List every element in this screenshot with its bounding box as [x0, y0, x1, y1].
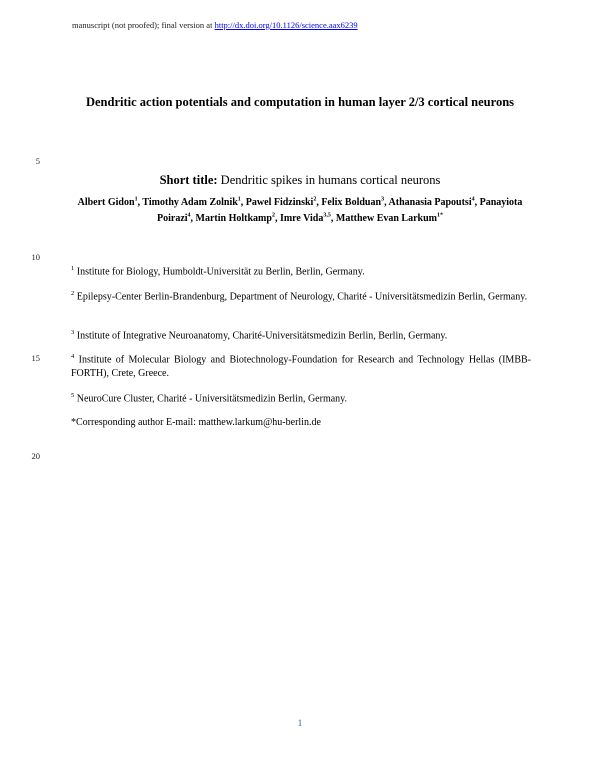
short-title	[70, 173, 530, 188]
line-number-15: 15	[31, 353, 40, 363]
author: Imre Vida$^{3,5}$,	[279, 212, 336, 225]
author-affiliation-mark: 4	[187, 212, 191, 219]
author-affiliation-mark: 1*	[437, 212, 443, 219]
author-affiliation-mark: 1	[237, 197, 241, 203]
author: Albert Gidon$^1$,	[77, 197, 143, 209]
author-name: Matthew Evan Larkum	[335, 213, 437, 225]
corresponding-author: *Corresponding author E-mail: matthew.larkum@hu-berlin.de	[71, 417, 321, 428]
preprint-notice	[72, 20, 358, 30]
affiliation-mark: 2	[71, 290, 75, 297]
affiliation-mark: 3	[71, 329, 75, 336]
author-list	[70, 194, 530, 226]
affiliation-3	[71, 326, 531, 343]
author: Athanasia Papoutsi$^4$,	[388, 197, 480, 209]
author-name: Panayiota Poirazi	[157, 197, 523, 225]
affiliation-5	[71, 389, 531, 406]
affiliation-mark: 1	[71, 265, 75, 272]
author: Timothy Adam Zolnik$^1$,	[142, 197, 246, 209]
author-name: Timothy Adam Zolnik	[142, 197, 238, 209]
preprint-notice-text: manuscript (not proofed); final version at	[72, 20, 215, 30]
line-number-20: 20	[31, 451, 40, 461]
author-affiliation-mark: 2	[271, 212, 275, 219]
affiliation-text: Institute of Integrative Neuroanatomy, Charité-Universitätsmedizin Berlin, Berlin, Germany.	[74, 330, 448, 342]
affiliation-text: Epilepsy-Center Berlin-Brandenburg, Department of Neurology, Charité - Universitätsmedizin Berlin, Germany.	[74, 291, 528, 303]
author-affiliation-mark: 2	[313, 197, 317, 203]
author-name: Imre Vida	[279, 213, 324, 225]
affiliation-mark: 4	[71, 353, 75, 360]
author: Martin Holtkamp$^2$,	[195, 212, 280, 225]
author-name: Martin Holtkamp	[195, 213, 272, 225]
short-title-text: Dendritic spikes in humans cortical neurons	[217, 173, 441, 187]
affiliation-4	[71, 350, 531, 380]
line-number-5: 5	[35, 156, 40, 166]
doi-link[interactable]: http://dx.doi.org/10.1126/science.aax6239	[214, 20, 358, 30]
line-number-10: 10	[31, 252, 40, 262]
author-affiliation-mark: 1	[134, 197, 138, 203]
author: Felix Bolduan$^3$,	[321, 197, 389, 209]
author-name: Pawel Fidzinski	[245, 197, 314, 209]
affiliation-1	[71, 262, 531, 279]
author-name: Felix Bolduan	[321, 197, 382, 209]
author-name: Athanasia Papoutsi	[388, 197, 472, 209]
affiliation-2	[71, 287, 531, 304]
author-affiliation-mark: 4	[471, 197, 475, 203]
author	[336, 213, 443, 224]
short-title-label: Short title:	[159, 173, 218, 187]
author-name: Albert Gidon	[77, 197, 135, 209]
paper-title: Dendritic action potentials and computation in human layer 2/3 cortical neurons	[85, 95, 515, 109]
affiliation-text: NeuroCure Cluster, Charité - Universitätsmedizin Berlin, Germany.	[74, 393, 348, 405]
author-affiliation-mark: 3,5	[323, 212, 331, 219]
author: Panayiota Poirazi$^4$,	[157, 197, 523, 225]
affiliation-text: Institute of Molecular Biology and Biotechnology-Foundation for Research and Technology Hellas (IMBB-FORTH), Crete, Greece.	[71, 354, 531, 379]
affiliation-mark: 5	[71, 392, 75, 399]
affiliation-text: Institute for Biology, Humboldt-Universität zu Berlin, Berlin, Germany.	[74, 266, 365, 278]
author-affiliation-mark: 3	[381, 197, 385, 203]
page-number: 1	[297, 718, 303, 728]
author: Pawel Fidzinski$^2$,	[245, 197, 322, 209]
